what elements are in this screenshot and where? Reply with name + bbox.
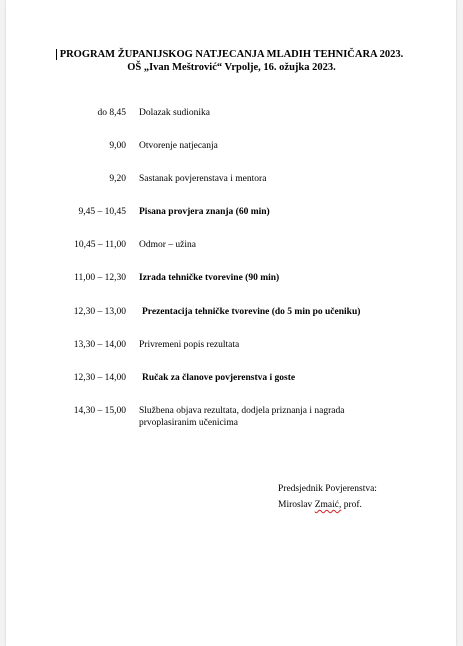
signature-title: Predsjednik Povjerenstva: [278,484,377,494]
schedule-activity: Dolazak sudionika [139,108,210,118]
signature-name [278,499,362,511]
signature-first-name: Miroslav [278,500,313,510]
schedule-time: 11,00 – 12,30 [74,273,126,283]
schedule-time: 9,00 [109,141,126,151]
signature-surname: Zmaić, [314,500,342,510]
schedule-time: 9,45 – 10,45 [78,207,126,217]
schedule-activity: Službena objava rezultata, dodjela priznanja i nagrada prvoplasiranim učenicima [139,406,345,428]
schedule-time: 10,45 – 11,00 [74,240,126,250]
schedule-activity: Otvorenje natjecanja [139,141,218,151]
schedule-activity: Privremeni popis rezultata [139,340,240,350]
schedule-time: 9,20 [109,174,126,184]
schedule-activity: Pisana provjera znanja (60 min) [139,207,270,217]
signature-suffix: prof. [343,500,362,510]
schedule-time: 13,30 – 14,00 [73,340,126,350]
schedule-activity: Ručak za članove povjerenstva i goste [142,373,296,383]
document-page [6,0,456,646]
schedule-time: 12,30 – 14,00 [73,373,126,383]
schedule-time: 12,30 – 13,00 [73,307,126,317]
schedule-activity: Izrada tehničke tvorevine (90 min) [139,273,280,283]
schedule-activity: Prezentacija tehničke tvorevine (do 5 min po učeniku) [142,307,361,317]
document-subtitle: OŠ „Ivan Meštrović“ Vrpolje, 16. ožujka 2023. [127,62,336,73]
schedule-activity: Odmor – užina [139,240,196,250]
schedule-time: do 8,45 [97,108,126,118]
schedule-time: 14,30 – 15,00 [73,406,126,416]
schedule-activity: Sastanak povjerenstava i mentora [139,174,267,184]
document-title: PROGRAM ŽUPANIJSKOG NATJECANJA MLADIH TEHNIČARA 2023. [59,49,404,60]
